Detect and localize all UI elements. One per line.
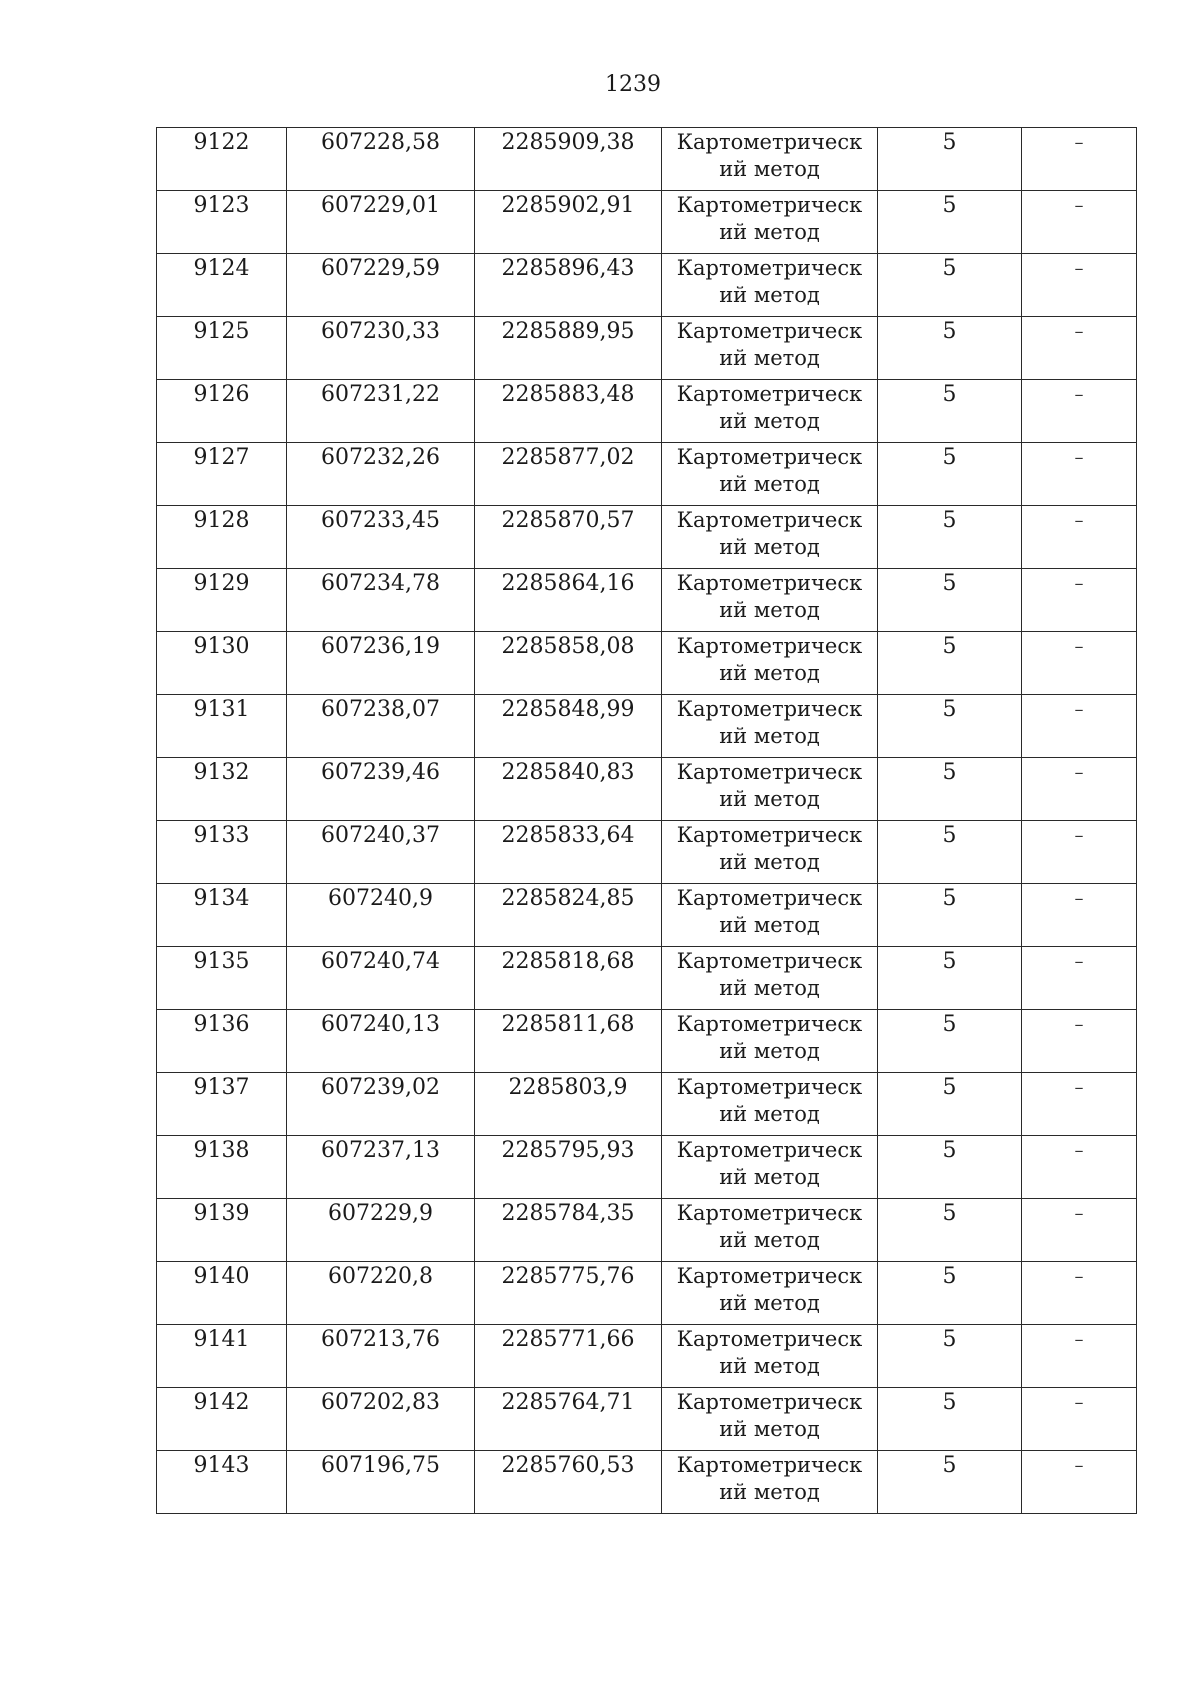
point-number-cell-text: 9140 (193, 1264, 250, 1289)
x-coordinate-cell-text: 607229,01 (321, 193, 440, 218)
y-coordinate-cell-text: 2285870,57 (501, 508, 635, 533)
x-coordinate-cell (287, 1388, 475, 1451)
accuracy-cell-text: 5 (942, 823, 957, 848)
note-cell-text: – (1074, 1455, 1084, 1476)
accuracy-cell-text: 5 (942, 1138, 957, 1163)
note-cell (1022, 1199, 1137, 1262)
note-cell-text: – (1074, 132, 1084, 153)
x-coordinate-cell-text: 607236,19 (321, 634, 440, 659)
y-coordinate-cell (475, 1199, 662, 1262)
accuracy-cell-text: 5 (942, 760, 957, 785)
point-number-cell (157, 1262, 287, 1325)
y-coordinate-cell (475, 443, 662, 506)
point-number-cell (157, 884, 287, 947)
x-coordinate-cell (287, 1073, 475, 1136)
y-coordinate-cell-text: 2285775,76 (501, 1264, 635, 1289)
note-cell-text: – (1074, 825, 1084, 846)
table-row (157, 506, 1137, 569)
x-coordinate-cell-text: 607240,9 (328, 886, 433, 911)
y-coordinate-cell-text: 2285803,9 (508, 1075, 628, 1100)
note-cell (1022, 884, 1137, 947)
table-row (157, 1451, 1137, 1514)
accuracy-cell (878, 821, 1022, 884)
y-coordinate-cell-text: 2285811,68 (501, 1012, 635, 1037)
accuracy-cell-text: 5 (942, 1201, 957, 1226)
method-cell (662, 1388, 878, 1451)
x-coordinate-cell (287, 1325, 475, 1388)
accuracy-cell-text: 5 (942, 382, 957, 407)
x-coordinate-cell-text: 607202,83 (321, 1390, 440, 1415)
note-cell-text: – (1074, 1014, 1084, 1035)
table-row (157, 380, 1137, 443)
note-cell-text: – (1074, 636, 1084, 657)
x-coordinate-cell-text: 607239,46 (321, 760, 440, 785)
method-cell-text: Картометрический метод (676, 1264, 863, 1315)
x-coordinate-cell-text: 607240,13 (321, 1012, 440, 1037)
method-cell-text: Картометрический метод (676, 1138, 863, 1189)
x-coordinate-cell-text: 607232,26 (321, 445, 440, 470)
method-cell (662, 1325, 878, 1388)
x-coordinate-cell-text: 607237,13 (321, 1138, 440, 1163)
y-coordinate-cell-text: 2285824,85 (501, 886, 635, 911)
point-number-cell (157, 632, 287, 695)
accuracy-cell (878, 317, 1022, 380)
table-row (157, 884, 1137, 947)
point-number-cell-text: 9128 (193, 508, 250, 533)
table-row (157, 443, 1137, 506)
point-number-cell (157, 947, 287, 1010)
table-row (157, 191, 1137, 254)
point-number-cell-text: 9123 (193, 193, 250, 218)
point-number-cell (157, 380, 287, 443)
point-number-cell-text: 9142 (193, 1390, 250, 1415)
method-cell-text: Картометрический метод (676, 697, 863, 748)
note-cell (1022, 128, 1137, 191)
method-cell (662, 695, 878, 758)
point-number-cell-text: 9130 (193, 634, 250, 659)
point-number-cell (157, 1325, 287, 1388)
x-coordinate-cell-text: 607240,74 (321, 949, 440, 974)
accuracy-cell (878, 695, 1022, 758)
accuracy-cell-text: 5 (942, 1264, 957, 1289)
method-cell (662, 254, 878, 317)
x-coordinate-cell (287, 569, 475, 632)
note-cell (1022, 758, 1137, 821)
point-number-cell (157, 758, 287, 821)
point-number-cell (157, 191, 287, 254)
y-coordinate-cell-text: 2285833,64 (501, 823, 635, 848)
x-coordinate-cell-text: 607230,33 (321, 319, 440, 344)
y-coordinate-cell (475, 380, 662, 443)
point-number-cell-text: 9124 (193, 256, 250, 281)
method-cell-text: Картометрический метод (676, 1201, 863, 1252)
method-cell-text: Картометрический метод (676, 823, 863, 874)
note-cell-text: – (1074, 1140, 1084, 1161)
method-cell-text: Картометрический метод (676, 382, 863, 433)
note-cell (1022, 947, 1137, 1010)
y-coordinate-cell-text: 2285909,38 (501, 130, 635, 155)
point-number-cell-text: 9133 (193, 823, 250, 848)
method-cell-text: Картометрический метод (676, 1075, 863, 1126)
note-cell (1022, 821, 1137, 884)
point-number-cell-text: 9139 (193, 1201, 250, 1226)
method-cell (662, 632, 878, 695)
note-cell (1022, 254, 1137, 317)
point-number-cell (157, 254, 287, 317)
y-coordinate-cell-text: 2285848,99 (501, 697, 635, 722)
accuracy-cell-text: 5 (942, 571, 957, 596)
point-number-cell (157, 1451, 287, 1514)
y-coordinate-cell (475, 632, 662, 695)
note-cell-text: – (1074, 1266, 1084, 1287)
method-cell (662, 884, 878, 947)
method-cell-text: Картометрический метод (676, 445, 863, 496)
y-coordinate-cell (475, 1073, 662, 1136)
accuracy-cell-text: 5 (942, 949, 957, 974)
y-coordinate-cell-text: 2285760,53 (501, 1453, 635, 1478)
y-coordinate-cell (475, 821, 662, 884)
method-cell-text: Картометрический метод (676, 1390, 863, 1441)
y-coordinate-cell (475, 947, 662, 1010)
table-row (157, 821, 1137, 884)
note-cell (1022, 1136, 1137, 1199)
note-cell (1022, 317, 1137, 380)
y-coordinate-cell-text: 2285889,95 (501, 319, 635, 344)
accuracy-cell (878, 884, 1022, 947)
point-number-cell (157, 1136, 287, 1199)
table-row (157, 758, 1137, 821)
point-number-cell-text: 9122 (193, 130, 250, 155)
y-coordinate-cell (475, 317, 662, 380)
y-coordinate-cell-text: 2285858,08 (501, 634, 635, 659)
note-cell-text: – (1074, 321, 1084, 342)
method-cell (662, 128, 878, 191)
x-coordinate-cell-text: 607233,45 (321, 508, 440, 533)
y-coordinate-cell (475, 254, 662, 317)
y-coordinate-cell-text: 2285795,93 (501, 1138, 635, 1163)
method-cell (662, 443, 878, 506)
table-row (157, 1199, 1137, 1262)
accuracy-cell (878, 380, 1022, 443)
method-cell-text: Картометрический метод (676, 571, 863, 622)
page-number: 1239 (605, 72, 661, 97)
method-cell-text: Картометрический метод (676, 130, 863, 181)
y-coordinate-cell-text: 2285902,91 (501, 193, 635, 218)
point-number-cell (157, 317, 287, 380)
accuracy-cell-text: 5 (942, 193, 957, 218)
note-cell-text: – (1074, 699, 1084, 720)
table-row (157, 254, 1137, 317)
point-number-cell-text: 9126 (193, 382, 250, 407)
x-coordinate-cell (287, 1451, 475, 1514)
note-cell-text: – (1074, 573, 1084, 594)
x-coordinate-cell-text: 607196,75 (321, 1453, 440, 1478)
note-cell (1022, 1073, 1137, 1136)
y-coordinate-cell (475, 191, 662, 254)
y-coordinate-cell-text: 2285771,66 (501, 1327, 635, 1352)
note-cell (1022, 443, 1137, 506)
method-cell (662, 1073, 878, 1136)
accuracy-cell (878, 443, 1022, 506)
y-coordinate-cell (475, 1262, 662, 1325)
point-number-cell-text: 9135 (193, 949, 250, 974)
x-coordinate-cell (287, 1262, 475, 1325)
point-number-cell (157, 128, 287, 191)
accuracy-cell (878, 1199, 1022, 1262)
x-coordinate-cell-text: 607231,22 (321, 382, 440, 407)
method-cell-text: Картометрический метод (676, 886, 863, 937)
accuracy-cell (878, 1451, 1022, 1514)
point-number-cell-text: 9138 (193, 1138, 250, 1163)
accuracy-cell (878, 1136, 1022, 1199)
method-cell (662, 1010, 878, 1073)
note-cell (1022, 1325, 1137, 1388)
method-cell (662, 821, 878, 884)
accuracy-cell-text: 5 (942, 1075, 957, 1100)
note-cell (1022, 1388, 1137, 1451)
x-coordinate-cell-text: 607229,9 (328, 1201, 433, 1226)
point-number-cell-text: 9136 (193, 1012, 250, 1037)
accuracy-cell (878, 1262, 1022, 1325)
note-cell (1022, 632, 1137, 695)
y-coordinate-cell (475, 1451, 662, 1514)
accuracy-cell-text: 5 (942, 1012, 957, 1037)
x-coordinate-cell (287, 758, 475, 821)
note-cell-text: – (1074, 1077, 1084, 1098)
note-cell (1022, 191, 1137, 254)
point-number-cell-text: 9134 (193, 886, 250, 911)
x-coordinate-cell (287, 380, 475, 443)
x-coordinate-cell (287, 1136, 475, 1199)
table-row (157, 632, 1137, 695)
note-cell (1022, 1010, 1137, 1073)
point-number-cell-text: 9141 (193, 1327, 250, 1352)
note-cell-text: – (1074, 762, 1084, 783)
x-coordinate-cell (287, 1010, 475, 1073)
y-coordinate-cell (475, 569, 662, 632)
x-coordinate-cell-text: 607220,8 (328, 1264, 433, 1289)
accuracy-cell (878, 1325, 1022, 1388)
x-coordinate-cell (287, 443, 475, 506)
method-cell (662, 1451, 878, 1514)
accuracy-cell-text: 5 (942, 319, 957, 344)
y-coordinate-cell (475, 506, 662, 569)
accuracy-cell-text: 5 (942, 1453, 957, 1478)
y-coordinate-cell (475, 1325, 662, 1388)
note-cell (1022, 695, 1137, 758)
note-cell-text: – (1074, 447, 1084, 468)
x-coordinate-cell-text: 607239,02 (321, 1075, 440, 1100)
method-cell-text: Картометрический метод (676, 760, 863, 811)
accuracy-cell (878, 632, 1022, 695)
table-row (157, 695, 1137, 758)
point-number-cell (157, 1073, 287, 1136)
method-cell (662, 191, 878, 254)
x-coordinate-cell (287, 695, 475, 758)
y-coordinate-cell (475, 1388, 662, 1451)
method-cell (662, 1262, 878, 1325)
method-cell-text: Картометрический метод (676, 1327, 863, 1378)
x-coordinate-cell (287, 506, 475, 569)
note-cell-text: – (1074, 195, 1084, 216)
note-cell (1022, 506, 1137, 569)
accuracy-cell (878, 506, 1022, 569)
accuracy-cell-text: 5 (942, 634, 957, 659)
accuracy-cell-text: 5 (942, 508, 957, 533)
y-coordinate-cell-text: 2285764,71 (501, 1390, 635, 1415)
x-coordinate-cell (287, 1199, 475, 1262)
accuracy-cell (878, 1010, 1022, 1073)
note-cell-text: – (1074, 1203, 1084, 1224)
point-number-cell-text: 9137 (193, 1075, 250, 1100)
accuracy-cell-text: 5 (942, 256, 957, 281)
accuracy-cell-text: 5 (942, 697, 957, 722)
table-row (157, 1073, 1137, 1136)
accuracy-cell (878, 569, 1022, 632)
table-row (157, 317, 1137, 380)
accuracy-cell (878, 254, 1022, 317)
x-coordinate-cell-text: 607234,78 (321, 571, 440, 596)
method-cell (662, 758, 878, 821)
x-coordinate-cell (287, 254, 475, 317)
table-row (157, 947, 1137, 1010)
y-coordinate-cell-text: 2285883,48 (501, 382, 635, 407)
x-coordinate-cell-text: 607229,59 (321, 256, 440, 281)
method-cell (662, 506, 878, 569)
note-cell-text: – (1074, 888, 1084, 909)
table-row (157, 569, 1137, 632)
point-number-cell-text: 9143 (193, 1453, 250, 1478)
accuracy-cell (878, 947, 1022, 1010)
x-coordinate-cell-text: 607238,07 (321, 697, 440, 722)
method-cell (662, 380, 878, 443)
point-number-cell (157, 695, 287, 758)
method-cell-text: Картометрический метод (676, 949, 863, 1000)
method-cell-text: Картометрический метод (676, 256, 863, 307)
y-coordinate-cell-text: 2285840,83 (501, 760, 635, 785)
note-cell-text: – (1074, 384, 1084, 405)
method-cell-text: Картометрический метод (676, 193, 863, 244)
accuracy-cell-text: 5 (942, 445, 957, 470)
x-coordinate-cell (287, 947, 475, 1010)
accuracy-cell (878, 128, 1022, 191)
accuracy-cell (878, 1073, 1022, 1136)
note-cell (1022, 1451, 1137, 1514)
y-coordinate-cell (475, 128, 662, 191)
coordinates-table (156, 127, 1137, 1514)
y-coordinate-cell (475, 695, 662, 758)
note-cell (1022, 380, 1137, 443)
point-number-cell (157, 1010, 287, 1073)
table-row (157, 1325, 1137, 1388)
accuracy-cell-text: 5 (942, 1327, 957, 1352)
note-cell-text: – (1074, 1329, 1084, 1350)
x-coordinate-cell (287, 884, 475, 947)
accuracy-cell (878, 1388, 1022, 1451)
method-cell-text: Картометрический метод (676, 634, 863, 685)
y-coordinate-cell-text: 2285896,43 (501, 256, 635, 281)
y-coordinate-cell-text: 2285818,68 (501, 949, 635, 974)
point-number-cell (157, 1199, 287, 1262)
table-row (157, 1010, 1137, 1073)
method-cell (662, 947, 878, 1010)
note-cell-text: – (1074, 258, 1084, 279)
point-number-cell-text: 9129 (193, 571, 250, 596)
method-cell (662, 1199, 878, 1262)
y-coordinate-cell (475, 1010, 662, 1073)
accuracy-cell (878, 758, 1022, 821)
method-cell-text: Картометрический метод (676, 1453, 863, 1504)
method-cell-text: Картометрический метод (676, 508, 863, 559)
table-row (157, 1262, 1137, 1325)
accuracy-cell-text: 5 (942, 130, 957, 155)
point-number-cell-text: 9132 (193, 760, 250, 785)
accuracy-cell-text: 5 (942, 1390, 957, 1415)
point-number-cell (157, 821, 287, 884)
note-cell (1022, 569, 1137, 632)
point-number-cell-text: 9125 (193, 319, 250, 344)
y-coordinate-cell-text: 2285877,02 (501, 445, 635, 470)
y-coordinate-cell-text: 2285864,16 (501, 571, 635, 596)
method-cell (662, 569, 878, 632)
point-number-cell (157, 569, 287, 632)
note-cell-text: – (1074, 510, 1084, 531)
y-coordinate-cell-text: 2285784,35 (501, 1201, 635, 1226)
point-number-cell (157, 443, 287, 506)
note-cell-text: – (1074, 951, 1084, 972)
method-cell-text: Картометрический метод (676, 1012, 863, 1063)
method-cell (662, 317, 878, 380)
table-row (157, 1388, 1137, 1451)
method-cell-text: Картометрический метод (676, 319, 863, 370)
accuracy-cell-text: 5 (942, 886, 957, 911)
point-number-cell-text: 9127 (193, 445, 250, 470)
x-coordinate-cell (287, 821, 475, 884)
table-row (157, 1136, 1137, 1199)
x-coordinate-cell-text: 607228,58 (321, 130, 440, 155)
table-body (157, 128, 1137, 1514)
note-cell (1022, 1262, 1137, 1325)
table-row (157, 128, 1137, 191)
accuracy-cell (878, 191, 1022, 254)
x-coordinate-cell (287, 191, 475, 254)
x-coordinate-cell-text: 607213,76 (321, 1327, 440, 1352)
x-coordinate-cell (287, 632, 475, 695)
point-number-cell-text: 9131 (193, 697, 250, 722)
y-coordinate-cell (475, 1136, 662, 1199)
note-cell-text: – (1074, 1392, 1084, 1413)
point-number-cell (157, 506, 287, 569)
x-coordinate-cell (287, 317, 475, 380)
y-coordinate-cell (475, 884, 662, 947)
point-number-cell (157, 1388, 287, 1451)
y-coordinate-cell (475, 758, 662, 821)
x-coordinate-cell (287, 128, 475, 191)
method-cell (662, 1136, 878, 1199)
x-coordinate-cell-text: 607240,37 (321, 823, 440, 848)
